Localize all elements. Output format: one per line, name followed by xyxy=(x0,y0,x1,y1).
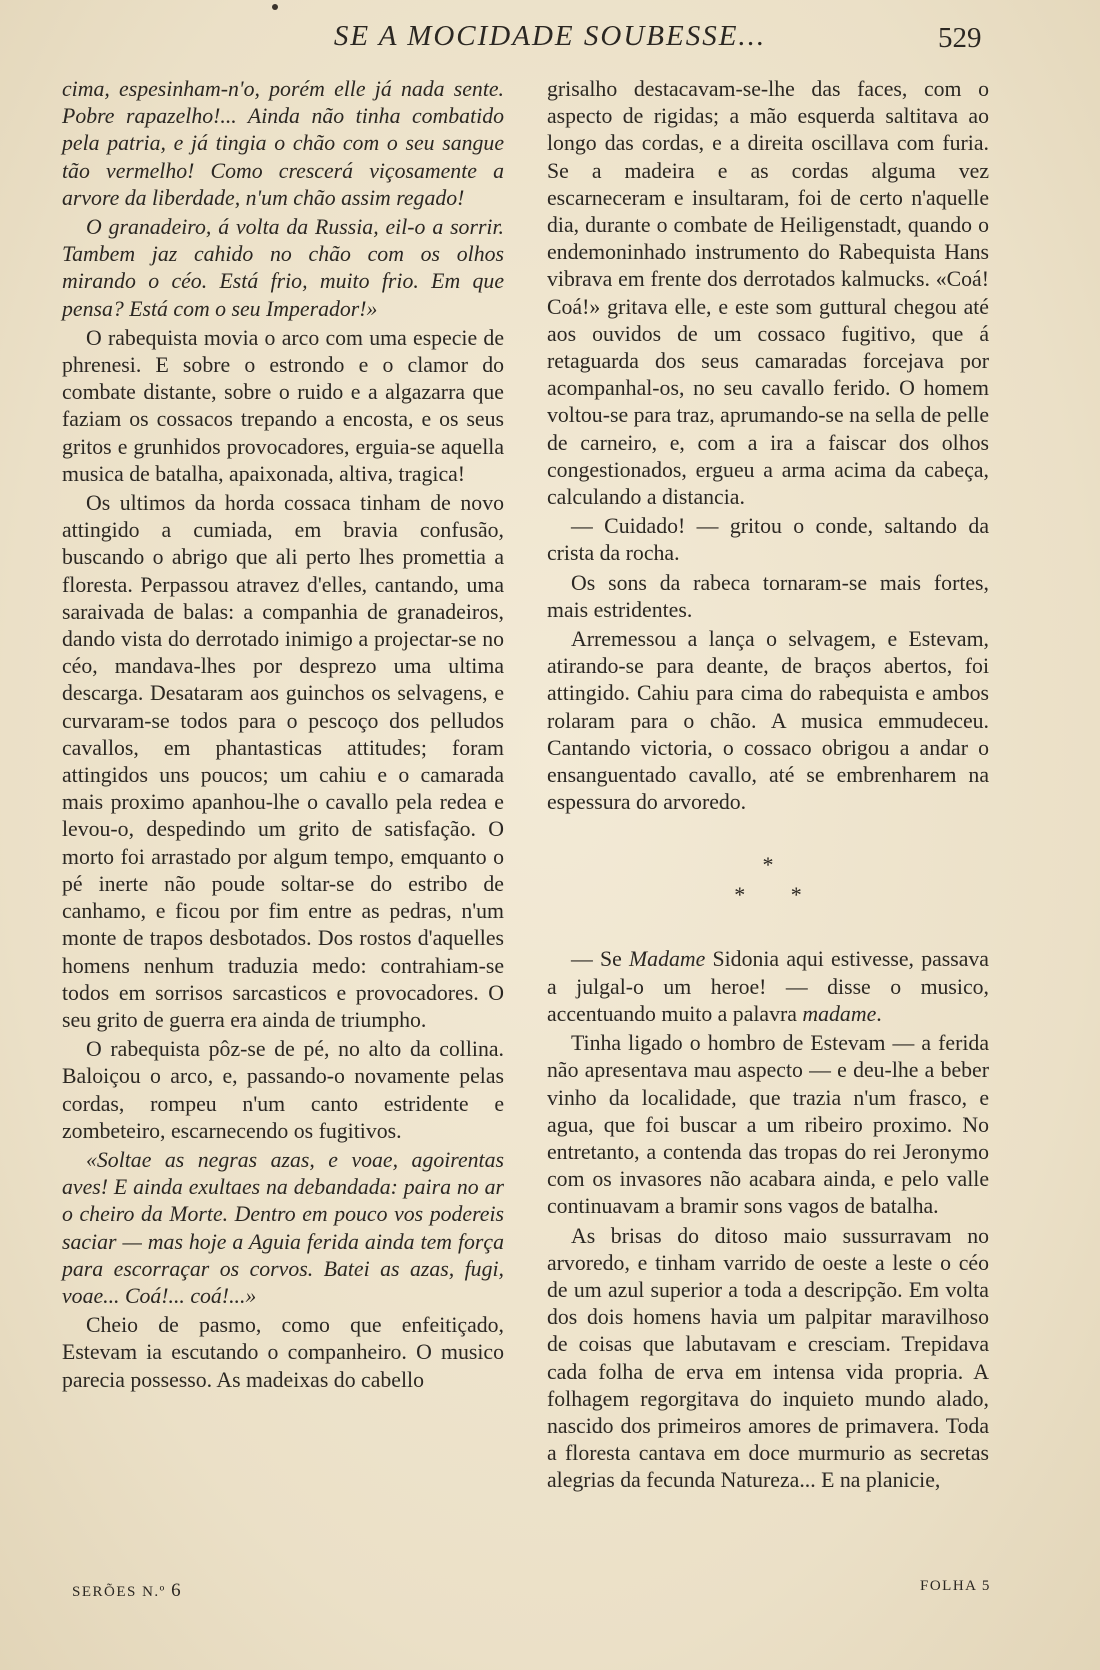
text-run: Sidonia aqui estivesse, passava a julgal-o um heroe! — disse o musico, accentuando muito a palavra xyxy=(547,947,989,1026)
section-divider xyxy=(547,850,989,910)
asterisk-bottom: * * xyxy=(734,882,822,908)
text-run: . xyxy=(876,1001,882,1026)
paragraph: — Cuidado! — gritou o conde, saltando da crista da rocha. xyxy=(547,514,989,566)
paragraph: As brisas do ditoso maio sussurravam no arvoredo, e tinham varrido de oeste a leste o céo de um azul superior a toda a descripção. Em volta dos dois homens havia um palpitar maravilhoso de coisas que labutavam e cresciam. Trepidava cada folha de erva em intensa vida propria. A folhagem regorgitava do inquieto mundo alado, nascido dos primeiros amores de primavera. Toda a floresta cantava em doce murmurio as secretas alegrias da fecunda Natureza... E na planicie, xyxy=(547,1223,989,1493)
dialogue-paragraph xyxy=(547,946,989,1028)
running-header-title: SE A MOCIDADE SOUBESSE... xyxy=(333,20,767,52)
paragraph: O rabequista movia o arco com uma especie de phrenesi. E sobre o estrondo e o clamor do combate distante, sobre o ruido e a algazarra que faziam os cossacos trepando a encosta, e os seus gritos e grunhidos provocadores, erguia-se aquella musica de batalha, apaixonada, altiva, tragica! xyxy=(62,325,504,486)
left-column xyxy=(62,76,504,1394)
paragraph: cima, espesinham-n'o, porém elle já nada sente. Pobre rapazelho!... Ainda não tinha combatido pela patria, e já tingia o chão com o seu sangue tão vermelho! Como crescerá viçosamente a arvore da liberdade, n'um chão assim regado! xyxy=(62,77,504,210)
paragraph: Os ultimos da horda cossaca tinham de novo attingido a cumiada, em bravia confusão, buscando o abrigo que ali perto lhes promettia a floresta. Perpassou atravez d'elles, cantando, uma saraivada de balas: a companhia de granadeiros, dando vista do derrotado inimigo a projectar-se no céo, mandava-lhes por desprezo uma ultima descarga. Desataram aos guinchos os selvagens, e curvaram-se todos para o pescoço dos pelludos cavallos, em phantasticas attitudes; foram attingidos uns poucos; um cahiu e o camarada mais proximo apanhou-lhe o cavallo pela redea e levou-o, despedindo um grito de satisfação. O morto foi arrastado por algum tempo, emquanto o pé inerte não poude soltar-se do estribo de canhamo, e ficou por fim entre as pedras, n'um monte de trapos desbotados. Dos rostos d'aquelles homens nenhum traduzia medo: contrahiam-se todos em sorrisos sarcasticos e provocadores. O seu grito de guerra era ainda de triumpho. xyxy=(62,491,504,1032)
paragraph: Tinha ligado o hombro de Estevam — a ferida não apresentava mau aspecto — e deu-lhe a beber vinho da localidade, que trazia n'um frasco, e agua, que foi buscar a um ribeiro proximo. No entretanto, a contenda das tropas do rei Jeronymo com os invasores não acabara ainda, e pelo valle continuavam a bramir sons vagos de batalha. xyxy=(547,1031,989,1219)
italic-word: madame xyxy=(802,1001,877,1026)
italic-word: Madame xyxy=(629,947,706,972)
asterisk-top: * xyxy=(762,852,794,878)
footer-issue-number: 6 xyxy=(171,1580,181,1601)
ink-dot xyxy=(272,4,278,10)
text-run: — Se xyxy=(571,947,630,972)
paragraph: O rabequista pôz-se de pé, no alto da collina. Baloiçou o arco, e, passando-o novamente pelas cordas, rompeu n'um canto estridente e zombeteiro, escarnecendo os fugitivos. xyxy=(62,1037,504,1143)
footer-issue-label: SERÕES N.º xyxy=(72,1584,166,1600)
footer-sheet: FOLHA 5 xyxy=(920,1578,991,1594)
paragraph: O granadeiro, á volta da Russia, eil-o a sorrir. Tambem jaz cahido no chão com os olhos mirando o céo. Está frio, muito frio. Em que pensa? Está com o seu Imperador!» xyxy=(62,215,504,321)
paragraph: «Soltae as negras azas, e voae, agoirentas aves! E ainda exultaes na debandada: paira no ar o cheiro da Morte. Dentro em pouco vos podereis saciar — mas hoje a Aguia ferida ainda tem força para escorraçar os corvos. Batei as azas, fugi, voae... Coá!... coá!...» xyxy=(62,1147,504,1308)
paragraph: Os sons da rabeca tornaram-se mais fortes, mais estridentes. xyxy=(547,570,989,622)
page-number: 529 xyxy=(938,22,982,54)
paragraph: grisalho destacavam-se-lhe das faces, com o aspecto de rigidas; a mão esquerda saltitava ao longo das cordas, e a direita oscillava com furia. Se a madeira e as cordas alguma vez escarneceram e insultaram, foi de certo n'aquelle dia, durante o combate de Heiligenstadt, quando o endemoninhado instrumento do Rabequista Hans vibrava em frente dos derrotados kalmucks. «Coá! Coá!» gritava elle, e este som guttural chegou até aos ouvidos de um cossaco fugitivo, que á retaguarda dos seus camaradas forcejava por acompanhal-os, no seu cavallo ferido. O homem voltou-se para traz, aprumando-se na sella de pelle de carneiro, e, com a ira a faiscar dos olhos congestionados, ergueu a arma acima da cabeça, calculando a distancia. xyxy=(547,77,989,510)
right-column xyxy=(547,76,989,1495)
paragraph: Cheio de pasmo, como que enfeitiçado, Estevam ia escutando o companheiro. O musico parecia possesso. As madeixas do cabello xyxy=(62,1313,504,1392)
paragraph: Arremessou a lança o selvagem, e Estevam, atirando-se para deante, de braços abertos, foi attingido. Cahiu para cima do rabequista e ambos rolaram para o chão. A musica emmudeceu. Cantando victoria, o cossaco obrigou a andar o ensanguentado cavallo, até se embrenharem na espessura do arvoredo. xyxy=(547,627,989,815)
footer-issue xyxy=(72,1580,181,1602)
